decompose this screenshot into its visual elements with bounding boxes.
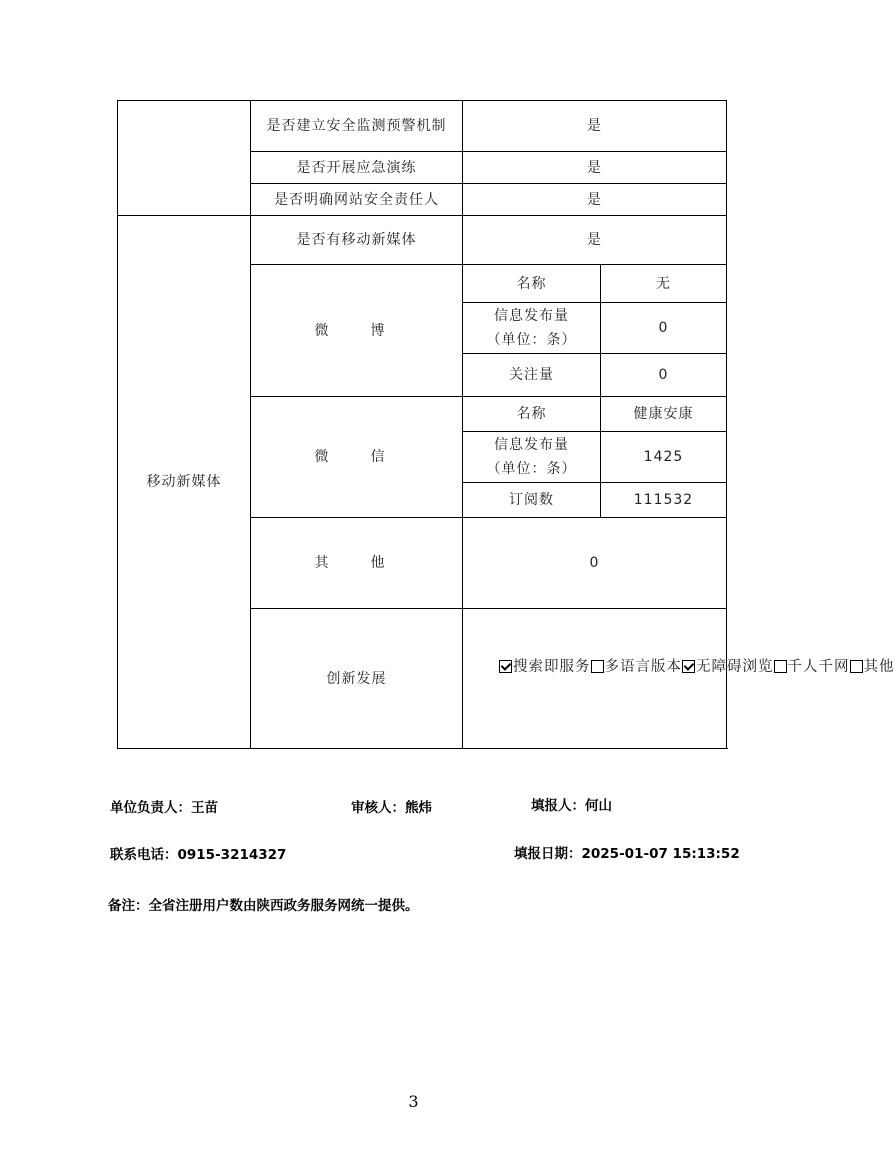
innovation-options-cell [463, 609, 895, 749]
checkbox-unchecked[interactable] [850, 660, 863, 673]
checkbox-unchecked[interactable] [591, 660, 604, 673]
weibo-follow-label: 关注量 [463, 354, 601, 397]
checkbox-checked[interactable] [682, 660, 695, 673]
wechat-label: 微 信 [251, 397, 463, 518]
other-label: 其 他 [251, 518, 463, 609]
checkbox-label: 千人千网 [787, 658, 850, 675]
wechat-name-value: 健康安康 [601, 397, 727, 432]
weibo-label: 微 博 [251, 265, 463, 397]
table-row [118, 101, 727, 152]
empty-section-cell [118, 101, 251, 216]
report-date: 填报日期：2025-01-07 15:13:52 [514, 846, 740, 862]
checkbox-checked[interactable] [499, 660, 512, 673]
security-owner-value: 是 [463, 184, 727, 216]
checkbox-label: 无障碍浏览 [696, 658, 774, 675]
unit-leader: 单位负责人：王苗 [110, 800, 218, 816]
innovation-label: 创新发展 [251, 609, 463, 749]
security-warning-item: 是否建立安全监测预警机制 [251, 101, 463, 152]
wechat-subs-value: 111532 [601, 483, 727, 518]
wechat-posts-value: 1425 [601, 432, 727, 483]
wechat-posts-label: 信息发布量（单位：条） [463, 432, 601, 483]
security-warning-value: 是 [463, 101, 727, 152]
wechat-subs-label: 订阅数 [463, 483, 601, 518]
has-mobile-item: 是否有移动新媒体 [251, 216, 463, 265]
other-value: 0 [463, 518, 727, 609]
page-number: 3 [408, 1092, 419, 1111]
emergency-drill-value: 是 [463, 152, 727, 184]
remark-note: 备注：全省注册用户数由陕西政务服务网统一提供。 [108, 898, 419, 914]
weibo-posts-value: 0 [601, 303, 727, 354]
security-owner-item: 是否明确网站安全责任人 [251, 184, 463, 216]
emergency-drill-item: 是否开展应急演练 [251, 152, 463, 184]
wechat-name-label: 名称 [463, 397, 601, 432]
report-table [117, 100, 895, 749]
table-row [118, 216, 727, 265]
contact-phone: 联系电话：0915-3214327 [110, 847, 287, 863]
innovation-options [499, 655, 895, 679]
has-mobile-value: 是 [463, 216, 727, 265]
weibo-name-value: 无 [601, 265, 727, 303]
mobile-section-label: 移动新媒体 [118, 216, 251, 749]
weibo-follow-value: 0 [601, 354, 727, 397]
checkbox-label: 搜索即服务 [513, 658, 591, 675]
checkbox-label: 多语言版本 [604, 658, 682, 675]
checkbox-unchecked[interactable] [774, 660, 787, 673]
checkbox-label: 其他 [863, 658, 895, 675]
reviewer: 审核人：熊炜 [351, 800, 432, 816]
weibo-posts-label: 信息发布量（单位：条） [463, 303, 601, 354]
weibo-name-label: 名称 [463, 265, 601, 303]
filler: 填报人：何山 [531, 798, 612, 814]
